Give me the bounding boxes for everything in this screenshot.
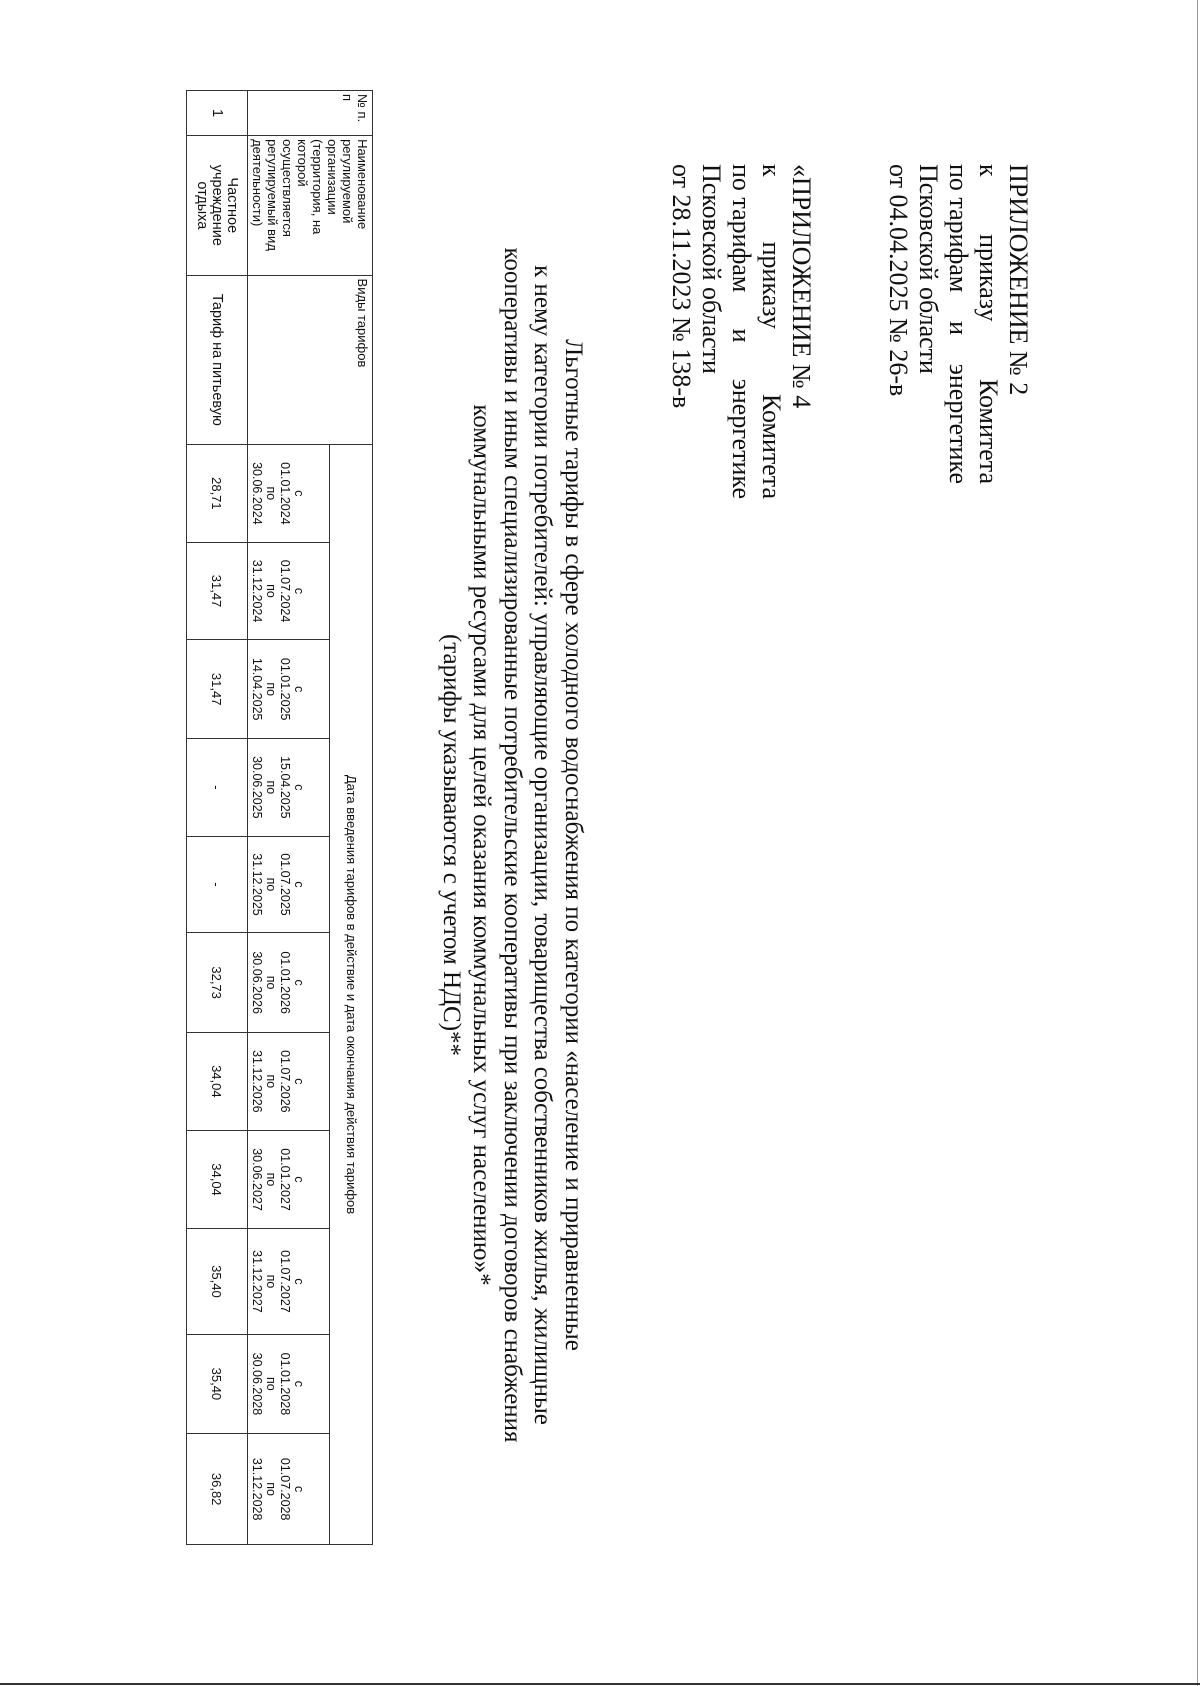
appendix-text: приказу [974,234,1003,322]
appendix-text: энергетике [727,378,756,499]
tariff-value: 34,04 [187,1033,248,1131]
period-header: с 01.07.2025 по 31.12.2025 [248,836,330,933]
appendix-original-header [666,164,816,499]
title-line: (тарифы указываются с учетом НДС)** [438,633,465,1057]
tariff-table [186,90,373,1545]
appendix-current-header [883,164,1033,484]
appendix-title: «ПРИЛОЖЕНИЕ № 4 [787,164,816,409]
row-tariff-type: Тариф на питьевую [187,275,248,445]
header-number: № п. п [248,91,373,136]
document-title [436,35,589,1655]
row-number: 1 [187,91,248,136]
appendix-region: Псковской области [914,164,943,374]
appendix-line-order [973,164,1003,484]
tariff-value: 35,40 [187,1334,248,1434]
appendix-title: ПРИЛОЖЕНИЕ № 2 [1004,164,1033,396]
appendix-text: Комитета [757,393,786,499]
appendix-text: Комитета [974,378,1003,484]
period-header: с 01.07.2024 по 31.12.2024 [248,542,330,640]
tariff-value: 31,47 [187,640,248,739]
table-header-row [330,91,373,1545]
appendix-text: по тарифам [944,164,973,293]
tariff-value: 34,04 [187,1130,248,1229]
appendix-line-order [756,164,786,499]
appendix-date: от 04.04.2025 № 26-в [884,164,913,397]
period-header: с 01.01.2028 по 30.06.2028 [248,1334,330,1434]
title-line: Льготные тарифы в сфере холодного водоснабжения по категории «население и приравненные [560,339,587,1351]
appendix-text: к [757,164,786,177]
tariff-value: 31,47 [187,542,248,640]
tariff-value: - [187,836,248,933]
header-tariff-type: Виды тарифов [248,275,373,445]
period-header: с 01.01.2026 по 30.06.2026 [248,933,330,1033]
period-header: с 01.01.2024 по 30.06.2024 [248,445,330,543]
header-date-group: Дата введения тарифов в действие и дата окончания действия тарифов [330,445,373,1545]
tariff-value: - [187,739,248,837]
title-line: к нему категории потребителей: управляющие организации, товарищества собственников жилья, жилищные [529,265,557,1425]
period-header: с 15.04.2025 по 30.06.2025 [248,739,330,837]
appendix-text: к [974,164,1003,177]
appendix-text: энергетике [944,363,973,484]
row-organization: Частное учреждение отдыха [187,136,248,275]
period-header: с 01.07.2026 по 31.12.2026 [248,1033,330,1131]
appendix-line-committee [726,164,756,499]
appendix-text: по тарифам [727,164,756,293]
appendix-region: Псковской области [697,164,726,374]
title-line: кооперативы и иным специализированные потребительские кооперативы при заключении договоров снабжения [499,247,526,1443]
appendix-date: от 28.11.2023 № 138-в [667,164,696,409]
period-header: с 01.07.2027 по 31.12.2027 [248,1229,330,1334]
table-row [187,91,248,1545]
period-header: с 01.07.2028 по 31.12.2028 [248,1434,330,1545]
tariff-value: 35,40 [187,1229,248,1334]
appendix-text: и [944,321,973,336]
title-line: коммунальными ресурсами для целей оказания коммунальных услуг населению»* [468,404,496,1286]
appendix-line-committee [943,164,973,484]
period-header: с 01.01.2025 по 14.04.2025 [248,640,330,739]
tariff-value: 32,73 [187,933,248,1033]
period-header: с 01.01.2027 по 30.06.2027 [248,1130,330,1229]
header-organization: Наименование регулируемой организации (территория, на которой осуществляется регулируемый вид деятельности) [248,136,373,275]
appendix-text: и [727,328,756,343]
tariff-value: 28,71 [187,445,248,543]
appendix-text: приказу [757,241,786,329]
tariff-value: 36,82 [187,1434,248,1545]
